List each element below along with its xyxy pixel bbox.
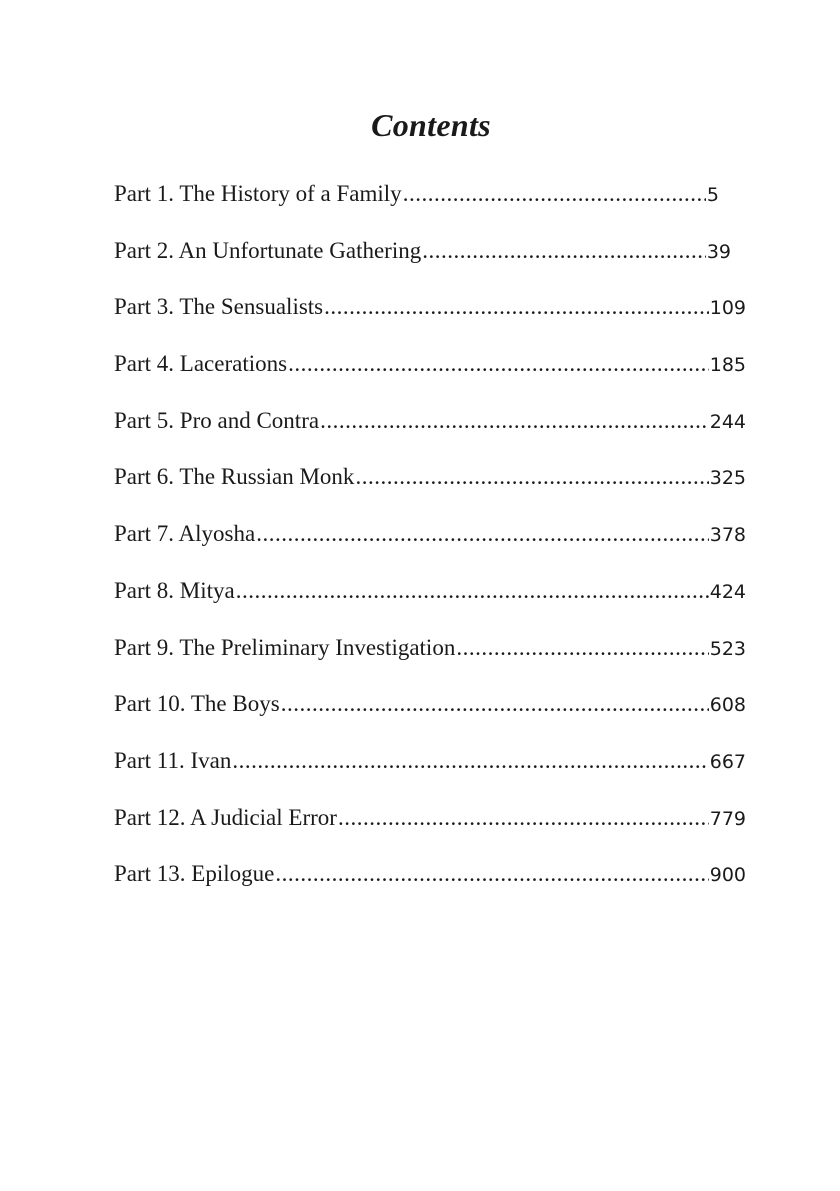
- toc-entry-page-number: 378: [709, 524, 746, 547]
- toc-entry-label: Part 10. The Boys: [114, 691, 280, 717]
- toc-entry-page-number: 5: [706, 184, 719, 206]
- toc-entry-page-number: 608: [709, 694, 746, 717]
- toc-entry-2[interactable]: [114, 231, 746, 288]
- toc-entry-5[interactable]: [114, 401, 746, 458]
- toc-entry-page-number: 39: [706, 240, 731, 263]
- toc-entry-label: Part 1. The History of a Family: [114, 181, 402, 206]
- toc-entry-label: Part 3. The Sensualists: [114, 294, 324, 320]
- toc-entry-page-number: 185: [709, 354, 746, 377]
- toc-entry-label: Part 8. Mitya: [114, 577, 235, 603]
- toc-entry-label: Part 11. Ivan: [114, 747, 232, 773]
- dot-leader: [403, 174, 706, 214]
- dot-leader: [338, 798, 709, 838]
- dot-leader: [281, 684, 709, 724]
- toc-entry-10[interactable]: [114, 684, 746, 741]
- toc-entry-12[interactable]: [114, 798, 746, 855]
- toc-entry-label: Part 5. Pro and Contra: [114, 407, 320, 433]
- toc-entry-page-number: 779: [709, 807, 746, 830]
- toc-entry-page-number: 244: [709, 410, 746, 433]
- dot-leader: [422, 231, 706, 271]
- dot-leader: [320, 401, 709, 441]
- toc-entry-label: Part 7. Alyosha: [114, 521, 256, 547]
- dot-leader: [355, 457, 708, 497]
- toc-entry-label: Part 2. An Unfortunate Gathering: [114, 237, 422, 263]
- toc-entry-page-number: 424: [709, 580, 746, 603]
- toc-entry-3[interactable]: [114, 287, 746, 344]
- toc-entry-8[interactable]: [114, 571, 746, 628]
- toc-entry-label: Part 9. The Preliminary Investigation: [114, 634, 456, 660]
- dot-leader: [456, 628, 708, 668]
- dot-leader: [275, 854, 708, 894]
- toc-entry-label: Part 4. Lacerations: [114, 351, 288, 377]
- toc-entry-7[interactable]: [114, 514, 746, 571]
- toc-entry-1[interactable]: [114, 174, 746, 231]
- toc-entry-page-number: 109: [709, 297, 746, 320]
- toc-entry-page-number: 900: [709, 864, 746, 887]
- dot-leader: [256, 514, 709, 554]
- dot-leader: [236, 571, 709, 611]
- toc-entry-page-number: 667: [709, 750, 746, 773]
- toc-entry-page-number: 523: [709, 637, 746, 660]
- dot-leader: [288, 344, 709, 384]
- dot-leader: [324, 287, 709, 327]
- page-title: Contents: [371, 107, 491, 144]
- toc-entry-4[interactable]: [114, 344, 746, 401]
- toc-entry-label: Part 13. Epilogue: [114, 861, 275, 887]
- dot-leader: [232, 741, 708, 781]
- toc-entry-13[interactable]: [114, 854, 746, 911]
- toc-entry-9[interactable]: [114, 628, 746, 685]
- toc-entry-label: Part 12. A Judicial Error: [114, 804, 337, 830]
- toc-entry-label: Part 6. The Russian Monk: [114, 464, 355, 490]
- toc-entry-11[interactable]: [114, 741, 746, 798]
- toc-entry-page-number: 325: [709, 467, 746, 490]
- table-of-contents: [114, 174, 746, 911]
- toc-entry-6[interactable]: [114, 457, 746, 514]
